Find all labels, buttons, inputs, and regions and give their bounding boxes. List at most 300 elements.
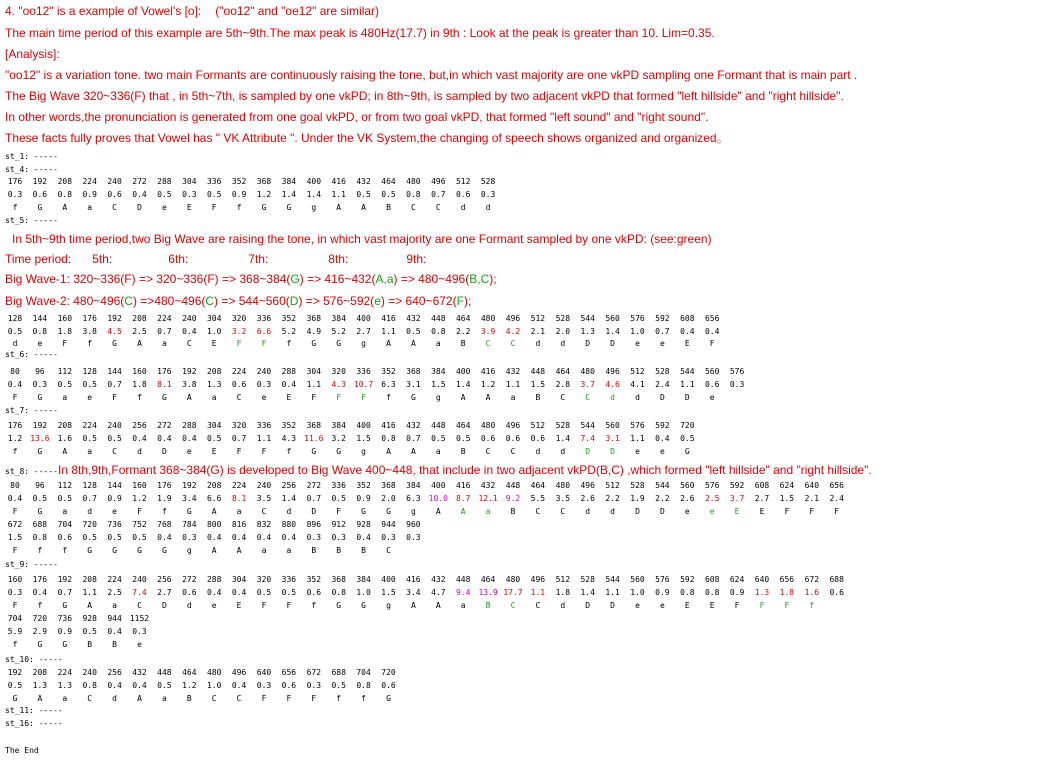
freq-row-cell: 96 — [35, 367, 45, 376]
amp-row-cell: 0.4 — [231, 588, 247, 597]
time-period-8th: 8th: — [328, 252, 349, 266]
amp-row-cell: 0.8 — [32, 533, 48, 542]
amp-row-cell: 3.2 — [331, 434, 346, 443]
note-row-cell: d — [460, 203, 466, 212]
amp-row-cell: 0.4 — [206, 533, 222, 542]
note-row-cell: e — [186, 447, 192, 456]
note-row-cell: E — [211, 339, 217, 348]
note-row-cell: C — [87, 694, 93, 703]
freq-row-cell: 336 — [281, 575, 297, 584]
note-row-cell: A — [62, 447, 68, 456]
amp-row-cell: 2.2 — [455, 327, 471, 336]
amp-row-cell: 0.6 — [182, 588, 197, 597]
note-row-cell: d — [186, 601, 192, 610]
amp-row-cell: 1.5 — [530, 380, 546, 389]
note-row-cell: G — [62, 640, 68, 649]
note-row-cell: C — [112, 447, 117, 456]
freq-row-cell: 720 — [32, 614, 48, 623]
note-row-cell: G — [336, 339, 342, 348]
freq-row-cell: 448 — [431, 314, 446, 323]
note-row-cell: B — [311, 546, 317, 555]
note-row-cell: B — [535, 393, 541, 402]
note-row-cell: D — [585, 601, 591, 610]
amp-row-cell: 0.3 — [7, 588, 23, 597]
note-row-cell: f — [361, 694, 366, 703]
note-row-cell: D — [161, 447, 167, 456]
amp-row-cell: 1.3 — [580, 327, 595, 336]
amp-row-cell: 0.6 — [704, 380, 720, 389]
freq-row-cell: 592 — [655, 314, 670, 323]
note-row-cell: a — [485, 507, 491, 516]
freq-row-cell: 672 — [306, 668, 322, 677]
freq-row-cell: 144 — [107, 367, 122, 376]
note-row-cell: f — [336, 694, 342, 703]
st11-label: st_11: ----- — [5, 706, 63, 715]
note-row-cell: F — [137, 507, 142, 516]
freq-row-cell: 512 — [605, 481, 620, 490]
freq-row-cell: 560 — [605, 421, 620, 430]
amp-row-cell: 0.5 — [132, 533, 147, 542]
note-row-cell: A — [460, 393, 466, 402]
note-row-cell: a — [87, 203, 93, 212]
note-row-cell: d — [560, 447, 566, 456]
freq-row-cell: 368 — [306, 314, 322, 323]
note-row-cell: a — [261, 546, 267, 555]
note-row-cell: a — [62, 694, 68, 703]
note-row-cell: a — [435, 339, 441, 348]
freq-row-cell: 336 — [356, 367, 371, 376]
amp-row-cell: 3.8 — [82, 327, 97, 336]
note-row-cell: F — [361, 393, 366, 402]
note-row-cell: A — [386, 447, 391, 456]
freq-row-cell: 144 — [32, 314, 48, 323]
amp-row-cell: 0.8 — [406, 190, 421, 199]
note-row-cell: F — [336, 507, 342, 516]
amp-row-cell: 0.6 — [530, 434, 546, 443]
freq-row-cell: 560 — [630, 575, 645, 584]
amp-row-cell: 2.0 — [381, 494, 396, 503]
freq-row-cell: 128 — [82, 481, 97, 490]
note-row-cell: C — [535, 507, 541, 516]
note-row-cell: e — [635, 339, 640, 348]
st8-label: st_8: ----- — [5, 467, 58, 476]
amp-row-cell: 0.5 — [256, 588, 272, 597]
freq-row-cell: 592 — [680, 575, 695, 584]
amp-row-cell: 0.8 — [704, 588, 720, 597]
amp-row-cell: 0.4 — [206, 588, 222, 597]
amp-row-cell: 13.6 — [30, 434, 50, 443]
note-row-cell: f — [12, 640, 18, 649]
freq-row-cell: 272 — [306, 481, 322, 490]
note-row-cell: D — [610, 601, 615, 610]
amp-row-cell: 1.6 — [57, 434, 73, 443]
freq-row-cell: 464 — [555, 367, 571, 376]
freq-row-cell: 368 — [381, 481, 396, 490]
note-row-cell: e — [87, 393, 93, 402]
freq-row-cell: 512 — [530, 314, 546, 323]
amp-row-cell: 1.0 — [206, 327, 222, 336]
amp-row-cell: 1.1 — [306, 380, 322, 389]
amp-row-cell: 0.5 — [455, 434, 471, 443]
st4-label: st_4: ----- — [5, 165, 58, 174]
freq-row-cell: 176 — [7, 177, 23, 186]
note-row-cell: B — [361, 546, 366, 555]
note-row-cell: D — [311, 507, 317, 516]
freq-row-cell: 400 — [431, 481, 446, 490]
freq-row-cell: 480 — [580, 367, 595, 376]
freq-row-cell: 384 — [281, 177, 297, 186]
note-row-cell: F — [261, 601, 267, 610]
amp-row-cell: 3.5 — [555, 494, 571, 503]
note-row-cell: F — [784, 601, 790, 610]
note-row-cell: C — [112, 203, 117, 212]
freq-row-cell: 176 — [157, 481, 172, 490]
amp-row-cell: 8.1 — [231, 494, 247, 503]
note-row-cell: g — [435, 393, 441, 402]
amp-row-cell: 5.9 — [7, 627, 23, 636]
freq-row-cell: 272 — [132, 177, 147, 186]
note-row-cell: F — [62, 339, 68, 348]
note-row-cell: F — [311, 393, 317, 402]
freq-row-cell: 368 — [256, 177, 272, 186]
freq-row-cell: 224 — [107, 575, 122, 584]
freq-row-cell: 624 — [779, 481, 795, 490]
note-row-cell: f — [236, 203, 242, 212]
amp-row-cell: 0.7 — [57, 588, 73, 597]
freq-row-cell: 208 — [82, 575, 97, 584]
amp-row-cell: 1.4 — [605, 327, 620, 336]
heading-note: ("oo12" and "oe12" are similar) — [215, 4, 380, 18]
note-row-cell: a — [510, 393, 516, 402]
amp-row-cell: 0.9 — [231, 190, 247, 199]
note-row-cell: G — [286, 203, 292, 212]
freq-row-cell: 528 — [655, 367, 670, 376]
freq-row-cell: 912 — [331, 520, 346, 529]
freq-row-cell: 528 — [555, 421, 571, 430]
note-row-cell: d — [112, 694, 117, 703]
amp-row-cell: 0.4 — [182, 434, 197, 443]
note-row-cell: d — [560, 339, 566, 348]
freq-row-cell: 512 — [630, 367, 645, 376]
amp-row-cell: 0.3 — [729, 380, 745, 389]
freq-row-cell: 320 — [231, 421, 247, 430]
amp-row-cell: 0.6 — [381, 681, 396, 690]
amp-row-cell: 0.4 — [281, 533, 297, 542]
bw2-green: D — [289, 294, 299, 308]
freq-row-cell: 240 — [107, 421, 122, 430]
freq-row-cell: 272 — [157, 421, 172, 430]
note-row-cell: C — [485, 447, 491, 456]
note-row-cell: G — [361, 507, 366, 516]
freq-row-cell: 416 — [381, 314, 396, 323]
amp-row-cell: 0.5 — [107, 434, 122, 443]
amp-row-cell: 0.5 — [356, 190, 371, 199]
freq-row-cell: 208 — [57, 177, 73, 186]
amp-row-cell: 2.1 — [530, 327, 546, 336]
note-row-cell: e — [112, 507, 117, 516]
freq-row-cell: 448 — [431, 421, 446, 430]
note-row-cell: A — [236, 546, 242, 555]
freq-row-cell: 432 — [356, 177, 371, 186]
freq-row-cell: 432 — [480, 481, 496, 490]
note-row-cell: e — [659, 447, 665, 456]
bw1-green: A,a — [375, 272, 394, 286]
amp-row-cell: 7.4 — [132, 588, 147, 597]
amp-row-cell: 1.1 — [630, 434, 645, 443]
amp-row-cell: 4.3 — [331, 380, 346, 389]
note-row-cell: f — [286, 339, 292, 348]
freq-row-cell: 624 — [729, 575, 745, 584]
freq-row-cell: 192 — [182, 481, 197, 490]
note-row-cell: F — [211, 203, 217, 212]
amp-row-cell: 3.9 — [480, 327, 496, 336]
note-row-cell: A — [62, 203, 68, 212]
note-row-cell: a — [460, 601, 466, 610]
amp-row-cell: 0.8 — [431, 327, 446, 336]
freq-row-cell: 928 — [82, 614, 97, 623]
amp-row-cell: 0.3 — [406, 533, 421, 542]
freq-row-cell: 400 — [381, 575, 396, 584]
freq-row-cell: 464 — [455, 421, 471, 430]
freq-row-cell: 528 — [630, 481, 645, 490]
freq-row-cell: 528 — [555, 314, 571, 323]
time-period-9th: 9th: — [406, 252, 427, 266]
freq-row-cell: 192 — [32, 421, 48, 430]
amp-row-cell: 2.5 — [107, 588, 122, 597]
amp-row-cell: 0.5 — [406, 327, 421, 336]
amp-row-cell: 0.6 — [231, 380, 247, 389]
note-row-cell: A — [460, 507, 466, 516]
amp-row-cell: 0.4 — [107, 681, 122, 690]
freq-row-cell: 720 — [680, 421, 695, 430]
amp-row-cell: 2.4 — [829, 494, 844, 503]
note-row-cell: G — [361, 601, 366, 610]
note-row-cell: e — [709, 393, 715, 402]
amp-row-cell: 0.8 — [82, 681, 97, 690]
note-row-cell: A — [336, 203, 342, 212]
amp-row-cell: 0.4 — [132, 434, 147, 443]
freq-row-cell: 464 — [381, 177, 396, 186]
note-row-cell: C — [560, 393, 566, 402]
amp-row-cell: 0.5 — [57, 380, 73, 389]
note-row-cell: F — [286, 694, 292, 703]
note-row-cell: D — [610, 339, 615, 348]
amp-row-cell: 1.5 — [356, 434, 371, 443]
amp-row-cell: 0.4 — [132, 190, 147, 199]
amp-row-cell: 1.2 — [480, 380, 496, 389]
amp-row-cell: 1.4 — [555, 434, 571, 443]
note-row-cell: F — [236, 447, 242, 456]
bw2-text: Big Wave-2: 480~496( — [5, 294, 125, 308]
freq-row-cell: 176 — [32, 575, 48, 584]
freq-row-cell: 448 — [530, 367, 546, 376]
amp-row-cell: 0.4 — [680, 327, 695, 336]
amp-row-cell: 0.5 — [7, 681, 23, 690]
amp-row-cell: 1.5 — [381, 588, 396, 597]
note-row-cell: G — [161, 546, 167, 555]
freq-row-cell: 352 — [356, 481, 371, 490]
freq-row-cell: 256 — [132, 421, 147, 430]
note-row-cell: e — [211, 601, 217, 610]
amp-row-cell: 10.7 — [353, 380, 374, 389]
amp-row-cell: 0.6 — [57, 533, 73, 542]
amp-row-cell: 0.9 — [57, 627, 73, 636]
freq-row-cell: 736 — [107, 520, 122, 529]
amp-row-cell: 0.7 — [406, 434, 421, 443]
amp-row-cell: 0.4 — [132, 681, 147, 690]
note-row-cell: A — [87, 601, 93, 610]
amp-row-cell: 7.4 — [580, 434, 595, 443]
freq-row-cell: 304 — [231, 575, 247, 584]
amp-row-cell: 3.4 — [406, 588, 421, 597]
bw2-text: ); — [463, 294, 472, 308]
amp-row-cell: 1.2 — [7, 434, 23, 443]
note-row-cell: C — [560, 507, 566, 516]
freq-row-cell: 320 — [231, 314, 247, 323]
note-row-cell: d — [585, 507, 591, 516]
note-row-cell: A — [137, 339, 142, 348]
amp-row-cell: 2.5 — [132, 327, 147, 336]
note-row-cell: d — [535, 339, 541, 348]
freq-row-cell: 160 — [132, 367, 147, 376]
amp-row-cell: 4.7 — [431, 588, 446, 597]
note-row-cell: e — [635, 447, 640, 456]
amp-row-cell: 1.4 — [306, 190, 322, 199]
amp-row-cell: 0.4 — [157, 533, 172, 542]
freq-row-cell: 640 — [256, 668, 272, 677]
note-row-cell: f — [161, 507, 167, 516]
amp-row-cell: 0.7 — [306, 494, 322, 503]
freq-row-cell: 240 — [132, 575, 147, 584]
freq-row-cell: 928 — [356, 520, 371, 529]
freq-row-cell: 112 — [57, 367, 73, 376]
freq-row-cell: 576 — [655, 575, 670, 584]
freq-row-cell: 736 — [57, 614, 73, 623]
freq-row-cell: 784 — [182, 520, 197, 529]
bw1-text: ) => 416~432( — [299, 272, 376, 286]
freq-row-cell: 288 — [281, 367, 297, 376]
amp-row-cell: 4.5 — [107, 327, 122, 336]
freq-row-cell: 768 — [157, 520, 172, 529]
amp-row-cell: 0.3 — [132, 627, 147, 636]
note-row-cell: F — [311, 694, 317, 703]
note-row-cell: E — [734, 507, 740, 516]
note-row-cell: B — [510, 507, 516, 516]
amp-row-cell: 0.5 — [82, 434, 97, 443]
amp-row-cell: 3.1 — [605, 434, 620, 443]
note-row-cell: C — [410, 203, 416, 212]
freq-row-cell: 352 — [381, 367, 396, 376]
freq-row-cell: 512 — [555, 575, 571, 584]
amp-row-cell: 3.4 — [182, 494, 197, 503]
amp-row-cell: 0.5 — [157, 190, 172, 199]
freq-row-cell: 592 — [655, 421, 670, 430]
freq-row-cell: 384 — [431, 367, 446, 376]
note-row-cell: B — [460, 339, 466, 348]
note-row-cell: G — [161, 393, 167, 402]
note-row-cell: d — [87, 507, 93, 516]
amp-row-cell: 0.6 — [455, 190, 471, 199]
freq-row-cell: 336 — [206, 177, 222, 186]
note-row-cell: G — [386, 507, 391, 516]
bw2-green: F — [456, 294, 464, 308]
freq-row-cell: 256 — [157, 575, 172, 584]
bw2-text: ) => 544~560( — [214, 294, 290, 308]
time-period-7th: 7th: — [248, 252, 269, 266]
freq-row-cell: 528 — [480, 177, 496, 186]
note-row-cell: C — [236, 393, 242, 402]
amp-row-cell: 0.9 — [729, 588, 745, 597]
freq-row-cell: 192 — [32, 177, 48, 186]
note-row-cell: C — [137, 601, 142, 610]
note-row-cell: e — [137, 640, 142, 649]
amp-row-cell: 1.9 — [157, 494, 172, 503]
freq-row-cell: 800 — [206, 520, 222, 529]
freq-row-cell: 720 — [82, 520, 97, 529]
freq-row-cell: 448 — [157, 668, 172, 677]
note-row-cell: g — [386, 601, 391, 610]
amp-row-cell: 1.8 — [57, 327, 73, 336]
freq-row-cell: 160 — [132, 481, 147, 490]
freq-row-cell: 240 — [256, 367, 272, 376]
note-row-cell: F — [286, 601, 292, 610]
note-row-cell: A — [386, 339, 391, 348]
amp-row-cell: 3.5 — [256, 494, 272, 503]
note-row-cell: F — [12, 393, 18, 402]
st5-label: st_5: ----- — [5, 216, 58, 225]
freq-row-cell: 576 — [630, 314, 645, 323]
amp-row-cell: 3.1 — [406, 380, 421, 389]
amp-row-cell: 4.6 — [605, 380, 620, 389]
amp-row-cell: 0.6 — [480, 434, 496, 443]
amp-row-cell: 0.6 — [281, 681, 297, 690]
amp-row-cell: 0.5 — [431, 434, 446, 443]
freq-row-cell: 416 — [406, 575, 421, 584]
freq-row-cell: 384 — [331, 314, 346, 323]
amp-row-cell: 0.7 — [655, 327, 670, 336]
note-row-cell: C — [261, 507, 267, 516]
freq-row-cell: 416 — [381, 421, 396, 430]
note-row-cell: E — [211, 447, 217, 456]
amp-row-cell: 0.4 — [182, 327, 197, 336]
note-row-cell: G — [37, 203, 43, 212]
freq-row-cell: 640 — [754, 575, 770, 584]
freq-row-cell: 320 — [331, 367, 346, 376]
freq-row-cell: 304 — [182, 177, 197, 186]
freq-row-cell: 368 — [331, 575, 346, 584]
amp-row-cell: 4.1 — [630, 380, 645, 389]
freq-row-cell: 560 — [704, 367, 720, 376]
amp-row-cell: 0.5 — [32, 494, 48, 503]
freq-row-cell: 480 — [505, 575, 521, 584]
amp-row-cell: 0.7 — [431, 190, 446, 199]
freq-row-cell: 432 — [132, 668, 147, 677]
note-row-cell: D — [161, 601, 167, 610]
amp-row-cell: 0.5 — [82, 380, 97, 389]
amp-row-cell: 1.1 — [331, 190, 346, 199]
freq-row-cell: 560 — [680, 481, 695, 490]
amp-row-cell: 0.7 — [157, 327, 172, 336]
note-row-cell: B — [112, 640, 117, 649]
amp-row-cell: 1.4 — [455, 380, 471, 389]
amp-row-cell: 1.1 — [381, 327, 396, 336]
freq-row-cell: 496 — [605, 367, 620, 376]
amp-row-cell: 0.5 — [107, 533, 122, 542]
note-row-cell: G — [112, 339, 117, 348]
note-row-cell: f — [37, 546, 43, 555]
amp-row-cell: 1.2 — [182, 681, 197, 690]
freq-row-cell: 240 — [82, 668, 97, 677]
